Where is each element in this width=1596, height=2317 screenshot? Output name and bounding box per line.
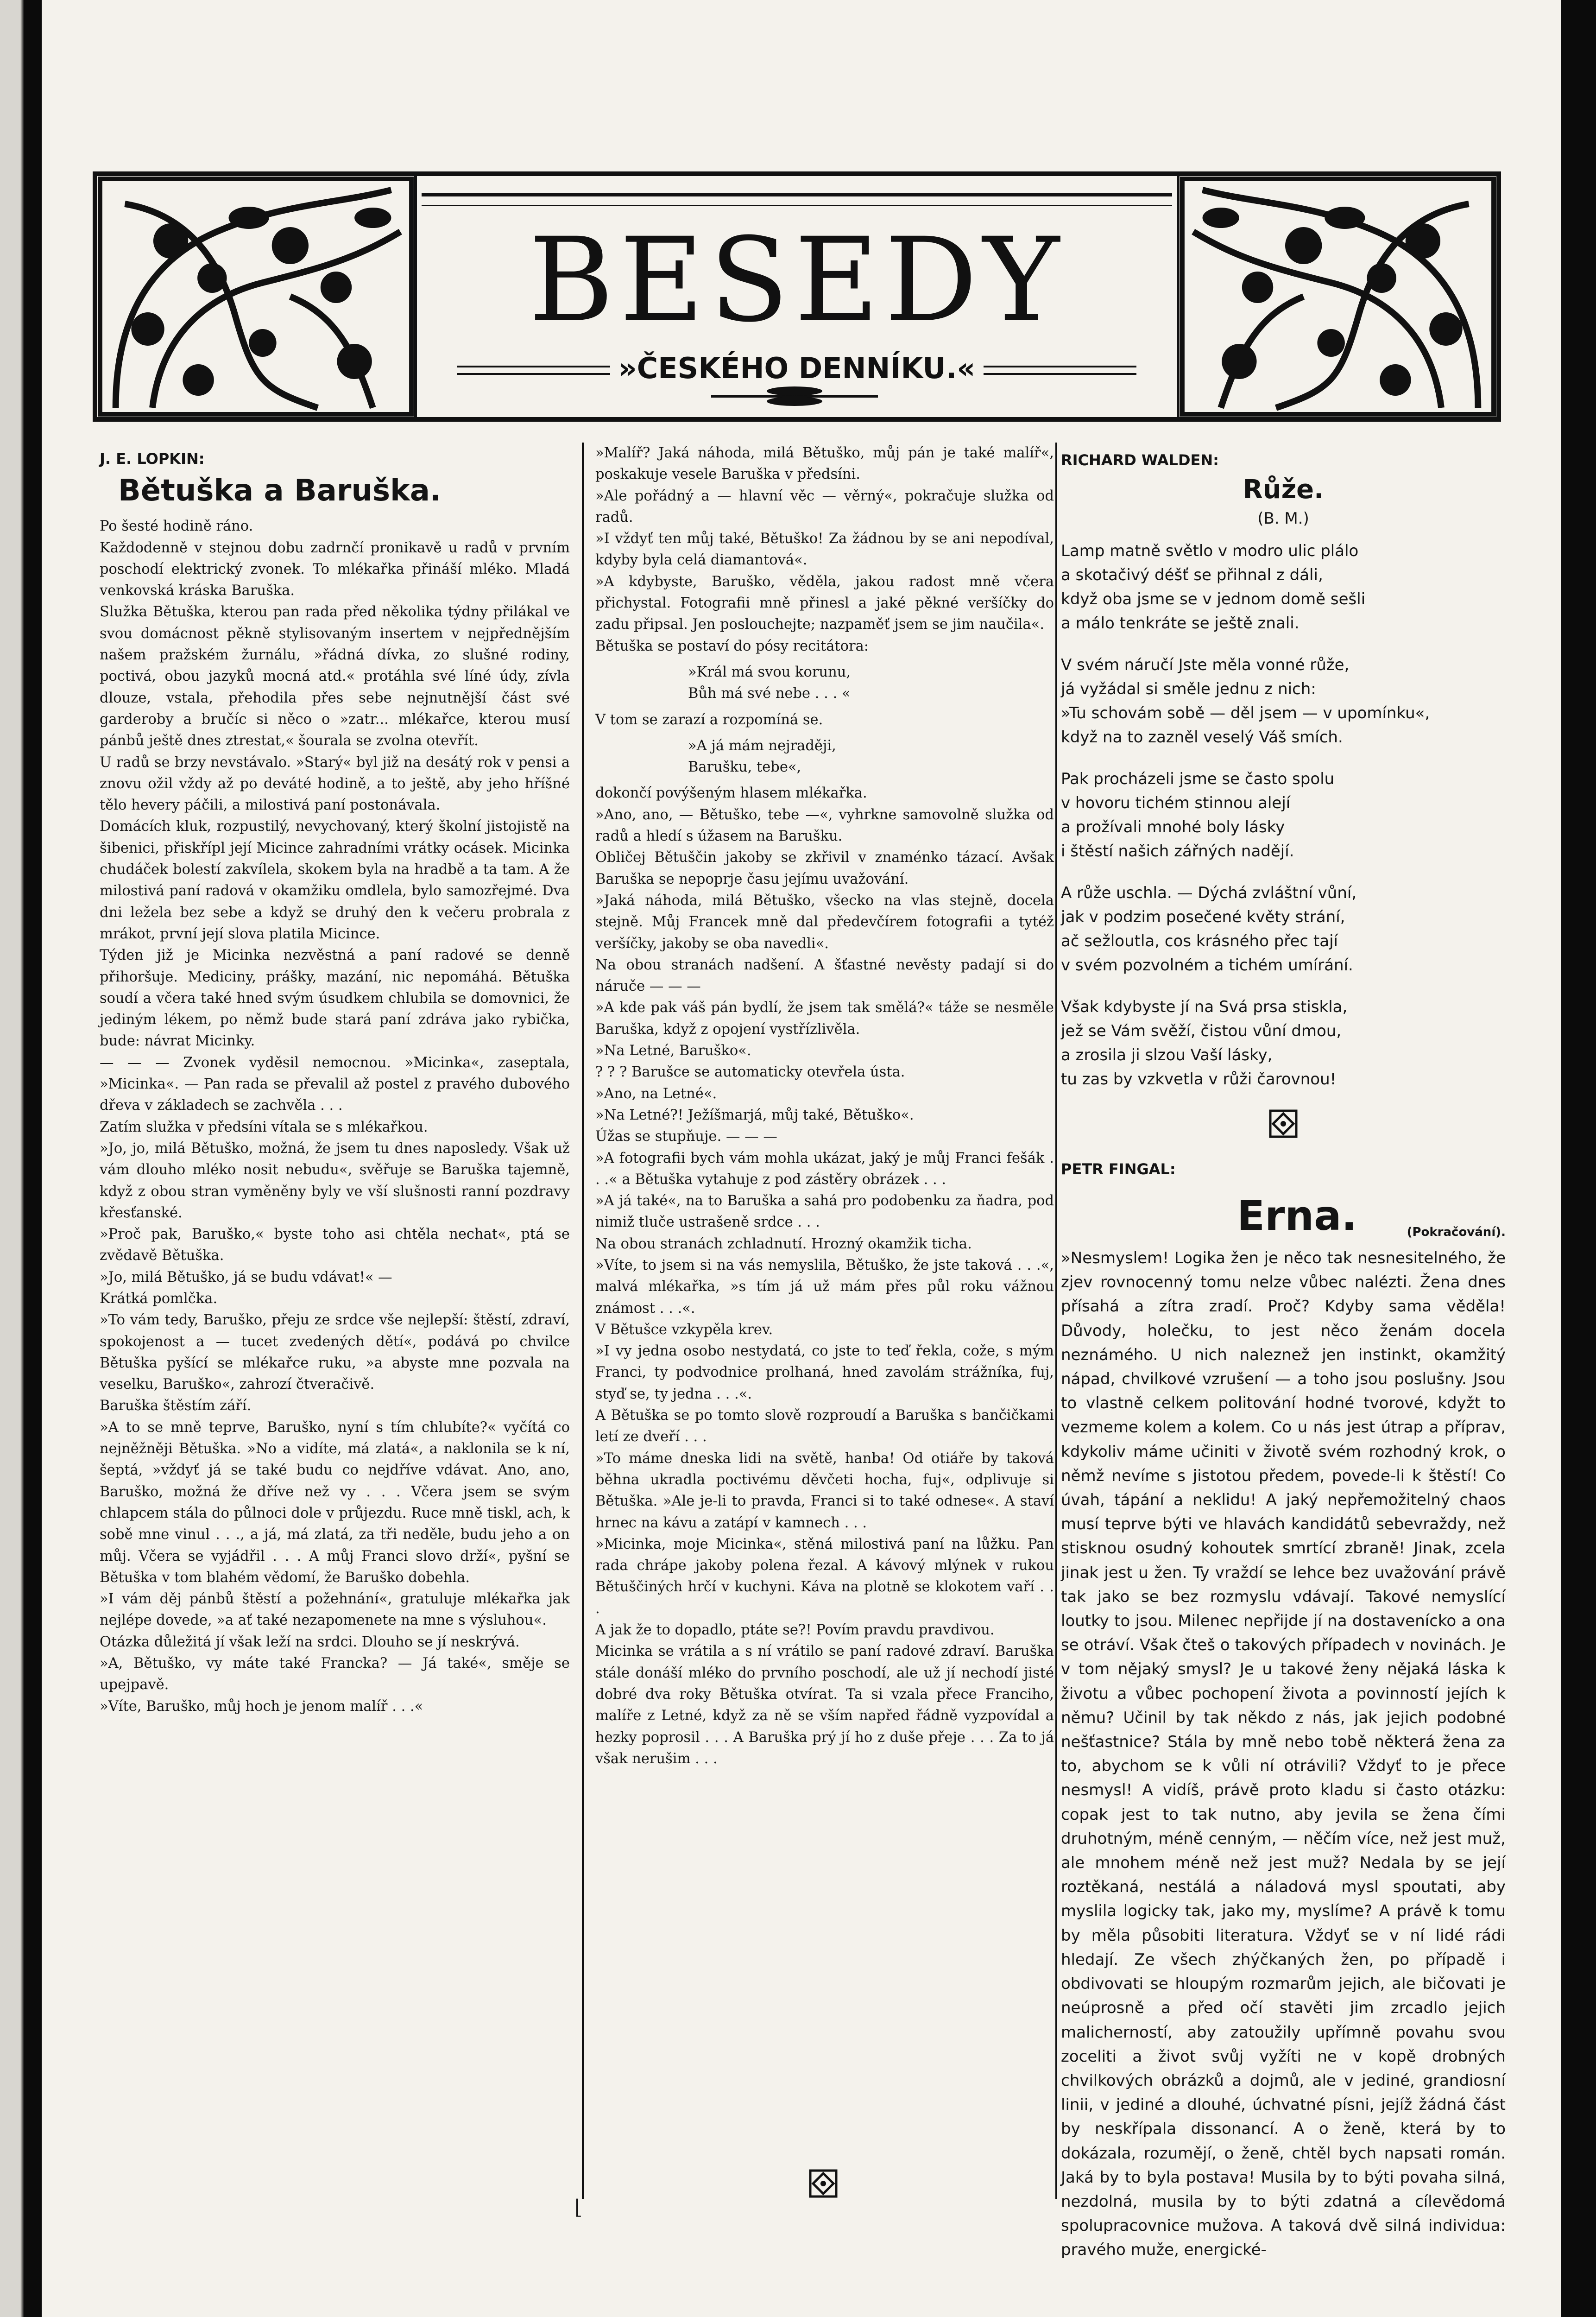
paragraph: Krátká pomlčka. [100,1290,218,1307]
poem-stanza [1061,767,1506,863]
poem-line: jak v podzim posečené květy strání, [1061,908,1345,926]
column-rule [582,443,584,2199]
poem-line: i štěstí našich zářných nadějí. [1061,842,1294,861]
paragraph: »To máme dneska lidi na světě, hanba! Od otiáře by taková běhna ukradla poctivému děvčeti hocha, fuj«, odplivuje si Bětuška. »Ale je-li to pravda, Franci si to také odnese«. A staví hrnec na kávu a zatápí v kamnech . . . [595,1450,1054,1531]
paragraph: »Víte, Baruško, můj hoch je jenom malíř . . .« [100,1698,423,1715]
paragraph: »A já také«, na to Baruška a sahá pro podobenku za ňadra, pod nimiž tluče ustrašeně srdce . . . [595,1193,1054,1231]
poem-line: a skotačivý déšť se přihnal z dáli, [1061,566,1323,584]
paragraph: V Bětušce vzkypěla krev. [595,1321,773,1338]
paragraph: »A, Bětuško, vy máte také Francka? — Já také«, směje se upejpavě. [100,1655,570,1693]
verse-quote [688,662,1054,705]
paragraph: Baruška štěstím září. [100,1398,252,1414]
paragraph: »Micinka, moje Micinka«, stěná milostivá paní na lůžku. Pan rada chrápe jakoby polena řezal. A kávový mlýnek v rukou Bětuščiných hrčí v kuchyni. Káva na plotně se klokotem vaří . . . [595,1536,1054,1617]
paragraph: dokončí povýšeným hlasem mlékařka. [595,785,867,802]
subtitle-rule-left [457,366,610,375]
story-author: PETR FINGAL: [1061,1160,1176,1178]
verse-quote [688,735,1054,779]
paragraph: »A fotografii bych vám mohla ukázat, jaký je můj Franci fešák . . .« a Bětuška vytahuje z pod zástěry obrázek . . . [595,1150,1054,1188]
subtitle-rule-right [984,366,1136,375]
paragraph: »A kde pak váš pán bydlí, že jsem tak smělá?« táže se nesměle Baruška, když z opojení vystřízlivěla. [595,1000,1054,1038]
paragraph: »A to se mně teprve, Baruško, nyní s tím chlubíte?« vyčítá co nejněžněji Bětuška. »No a vidíte, má zlatá«, a naklonila se k ní, šeptá, »vždyť já se také budu co nejdříve vdávat. Ano, ano, Baruško, možná že dříve než vy . . . Včera jsem se svým chlapcem stála do půlnoci dole v průjezdu. Ruce mně tiskl, ach, k sobě mne vinul . . ., a já, má zlatá, za tři neděle, budu jeho a on můj. Včera se vyjádřil . . . A můj Franci slovo drží«, pyšní se Bětuška v tom blahém vědomí, že Baruško dobehla. [100,1419,570,1586]
paragraph: Služka Bětuška, kterou pan rada před několika týdny přilákal ve svou domácnost pěkně stylisovaným insertem v nejpřednějším našem pražském žurnálu, »řádná dívka, zo slušné rodiny, poctivá, obou jazyků mocná atd.« protáhla své líné údy, zívla dlouze, vstala, přehodila přes sebe nejnutnější část své garderoby a bručíc si něco o »zatr... mlékařce, kterou musí pánbů ještě dnes ztrestat,« šourala se zvolna otevřít. [100,604,570,749]
paragraph: »Na Letné, Baruško«. [595,1043,751,1059]
poem-line: když na to zazněl veselý Váš smích. [1061,728,1343,747]
paragraph: Micinka se vrátila a s ní vrátilo se paní radové zdraví. Baruška stále donáší mléko do prvního poschodí, ale už jí nechodí jisté dobré dva roky Bětuška otvírat. Ta si vzala přece Franciho, malíře z Letné, když za ně se vším napřed řádně vyzpovídal a hezky poprosil . . . A Baruška prý jí ho z duše přeje . . . Za to já však nerušim . . . [595,1643,1054,1767]
paragraph: Bětuška se postaví do pósy recitátora: [595,638,869,654]
poem-line: Lamp matně světlo v modro ulic plálo [1061,542,1359,560]
story-title: Erna. [1237,1192,1357,1240]
continued-note: (Pokračování). [1407,1225,1506,1239]
masthead-ornament-left [97,176,417,417]
poem-line: Však kdybyste jí na Svá prsa stiskla, [1061,998,1348,1016]
paragraph: »Nesmyslem! Logika žen je něco tak nesnesitelného, že zjev rovnocenný tomu nelze vůbec nalézti. Žena dnes přísahá a zítra zradí. Proč? Kdyby sama věděla! Důvody, holečku, to jest něco ženám docela neznámého. U nich naleznež jen instinkt, okamžitý nápad, chvilkové vzrušení — a toho jsou poslušny. Jsou to vlastně celkem politování hodné tvorové, kdyžt to vezmeme kolem a kolem. Co u nás jest útrap a příprav, kdykoliv máme učiniti v životě svém rozhodný krok, o němž nevíme s jistotou předem, povede-li k štěstí! Co úvah, tápání a neklidu! A jaký nepřemožitelný chaos musí teprve býti ve hlavách kandidátů sebevraždy, než stisknou osudný kohoutek smrtící zbraně! Jinak, zcela jinak jest u žen. Ty vraždí se lehce bez uvažování právě tak jako se bez rozmyslu vdávají. Takové nemyslící loutky to jsou. Milenec nepřijde jí na dostavenícko a ona se otráví. Však čteš o takových případech v novinách. Je v tom nějaký smysl? Je u takové ženy nějaká láska k životu a vůbec pochopení života a povinností jejích k němu? Učinil by tak někdo z nás, jak jejich podobné nešťastnice? Stála by mně nebo tobě některá žena za to, abychom se k vůli ní otrávili? Vždyť to je přece nesmysl! A vidíš, právě proto kladu si často otázku: copak jest to tak nutno, aby jevila se žena čími druhotným, méně cenným, — něčím více, než jest muž, ale mnohem méně než jest muž? Nedala by se její roztěkaná, nestálá a náladová mysl spoutati, aby myslila logicky tak, jako my, myslíme? A právě k tomu by měla působiti literatura. Vždyť se v ní lidé rádi hledají. Ze všech zhýčkaných žen, po případě i obdivovati se hloupým rozmarům jejich, ale bičovati je neúprosně a před očí stavěti jim zrcadlo jejich malicherností, aby zatoužily upřímně povahu svou zoceliti a život svůj vyžíti ne v kopě drobných chvilkových obrázků a dojmů, ale v jediné, grandiosní linii, v jediné a dlouhé, úchvatné písni, jejíž žádná část by neskřípala dissonancí. A o ženě, která by to dokázala, rozumějí, o ženě, chtěl bych napsati román. Jaká by to byla postava! Musila by to býti povaha silná, nezdolná, musila by to býti zdatná a cílevědomá spolupracovnice mužova. A taková dvě silná individua: pravého muže, energické- [1061,1249,1506,2260]
paragraph: Otázka důležitá jí však leží na srdci. Dlouho se jí neskrývá. [100,1633,520,1650]
column-3 [1061,443,1506,2260]
paragraph: Na obou stranách zchladnutí. Hrozný okamžik ticha. [595,1235,972,1252]
subtitle-text: »ČESKÉHO DENNÍKU.« [618,351,976,385]
paragraph: Úžas se stupňuje. — — — [595,1128,777,1145]
masthead-subtitle [422,351,1172,385]
poem-line: Pak procházeli jsme se často spolu [1061,770,1335,788]
poem-stanza [1061,995,1506,1091]
poem-line: tu zas by vzkvetla v růži čarovnou! [1061,1070,1337,1089]
masthead-ornament-right [1177,176,1496,417]
paragraph: »Jo, milá Bětuško, já se budu vdávat!« — [100,1269,392,1285]
verse-line: »Král má svou korunu, [688,664,851,680]
story-author: J. E. LOPKIN: [100,450,205,468]
paragraph: Zatím služka v předsíni vítala se s mlékařkou. [100,1119,428,1135]
column-rule [1055,443,1057,2199]
poem-stanza [1061,881,1506,977]
poem-dedication: (B. M.) [1257,509,1309,528]
paragraph: Týden již je Micinka nezvěstná a paní radové se denně přihoršuje. Mediciny, prášky, mazání, nic nepomáhá. Bětuška soudí a včera také hned svým úsudkem chlubila se domovnici, že jediným lékem, po němž bude stará paní zdráva jako rybička, bude: návrat Micinky. [100,947,570,1050]
paragraph: »I vy jedna osobo nestydatá, co jste to teď řekla, cože, s mým Franci, ty podvodnice prolhaná, hned zavolám strážníka, fuj, styď se, ty jedna . . .«. [595,1343,1054,1402]
paragraph: »To vám tedy, Baruško, přeju ze srdce vše nejlepší: štěstí, zdraví, spokojenost a — tucet zvedených dětí«, podává po chvilce Bětuška pyšící se mlékařce ruku, »a abyste mne pozvala na veselku, Baruško«, zahrozí čtveračivě. [100,1312,570,1393]
paragraph: Na obou stranách nadšení. A šťastné nevěsty padají si do náruče — — — [595,956,1054,995]
paragraph: A Bětuška se po tomto slově rozproudí a Baruška s bančičkami letí ze dveří . . . [595,1407,1054,1445]
column-1 [100,443,570,2227]
section-separator-icon [808,2169,838,2198]
paragraph: Každodenně v stejnou dobu zadrnčí pronikavě u radů v prvním poschodí elektrický zvonek. To mlékařka přináší mléko. Mladá venkovská kráska Baruška. [100,539,570,599]
paragraph: Domácích kluk, rozpustilý, nevychovaný, který školní jistojistě na šibenici, přiskřípl její Micince zahradními vrátky ocásek. Micinka chudáček bolestí zakvílela, skokem byla na hradbě a ta tam. A že milostivá paní radová v okamžiku omdlela, bylo samozřejmé. Dva dni ležela bez sebe a když se druhý den k večeru probrala z mrákot, první její slova platila Micince. [100,818,570,942]
poem-line: ač sežloutla, cos krásného přec tají [1061,932,1338,950]
poem-stanza [1061,653,1506,749]
paragraph: »Jo, jo, milá Bětuško, možná, že jsem tu dnes naposledy. Však už vám dlouho mléko nosit nebudu«, svěřuje se Baruška tajemně, když z obou stran vyměněny byly ve vší slušnosti ranní pozdravy křesťanské. [100,1140,570,1221]
paragraph: »Ano, ano, — Bětuško, tebe —«, vyhrkne samovolně služka od radů a hledí s úžasem na Barušku. [595,806,1054,845]
paragraph: »A kdybyste, Baruško, věděla, jakou radost mně včera přichystal. Fotografii mně přinesl a jaké pěkné veršíčky do zadu připsal. Jen poslouchejte; nazpaměť jsem se jim naučila«. [595,573,1054,633]
paragraph: »Proč pak, Baruško,« byste toho asi chtěla nechat«, ptá se zvědavě Bětuška. [100,1226,570,1264]
paragraph: »Víte, to jsem si na vás nemyslila, Bětuško, že jste taková . . .«, malvá mlékařka, »s tím já už mám přes půl roku vážnou známost . . .«. [595,1257,1054,1317]
paragraph: V tom se zarazí a rozpomíná se. [595,711,823,728]
poem-title: Růže. [1243,475,1324,505]
poem-line: a prožívali mnohé boly lásky [1061,818,1285,836]
verse-line: Barušku, tebe«, [688,759,801,776]
paragraph: ? ? ? Barušce se automaticky otevřela ústa. [595,1064,905,1081]
paragraph: »Malíř? Jaká náhoda, milá Bětuško, můj pán je také malíř«, poskakuje vesele Baruška v předsíni. [595,445,1054,483]
section-separator-icon [1268,1109,1298,1139]
column-2 [595,443,1054,2227]
poem-line: když oba jsme se v jednom domě sešli [1061,590,1366,608]
poem-line: v hovoru tichém stinnou alejí [1061,794,1291,812]
paragraph: A jak že to dopadlo, ptáte se?! Povím pravdu pravdivou. [595,1622,995,1639]
paragraph: Po šesté hodině ráno. [100,518,253,535]
poem-line: A růže uschla. — Dýchá zvláštní vůní, [1061,884,1357,902]
story-heading [1061,1190,1506,1246]
poem-line: a zrosila ji slzou Vaší lásky, [1061,1046,1273,1064]
poem-stanza [1061,539,1506,635]
masthead-top-rule [422,193,1172,206]
poem-line: a málo tenkráte se ještě znali. [1061,614,1300,633]
paragraph: »Jaká náhoda, milá Bětuško, všecko na vlas stejně, docela stejně. Můj Francek mně dal předevčírem fotografii a tytéž veršíčky, jakoby se oba navedli«. [595,892,1054,952]
poem-author: RICHARD WALDEN: [1061,451,1219,469]
paragraph: »Na Letné?! Ježíšmarjá, můj také, Bětuško«. [595,1107,914,1123]
story-title: Bětuška a Baruška. [118,474,442,508]
previous-page-edge [0,0,42,2317]
poem-line: já vyžádal si směle jednu z nich: [1061,680,1316,698]
end-mark: ⌊ [574,2196,583,2219]
masthead [93,171,1501,422]
verse-line: Bůh má své nebe . . . « [688,685,851,702]
paragraph: »Ale pořádný a — hlavní věc — věrný«, pokračuje služka od radů. [595,487,1054,525]
paragraph: Obličej Bětuščin jakoby se zkřivil v znaménko tázací. Avšak Baruška se nepoprje času jejímu uvažování. [595,849,1054,887]
poem-line: jež se Vám svěží, čistou vůní dmou, [1061,1022,1342,1040]
verse-line: »A já mám nejraději, [688,737,836,754]
paragraph: »I vám děj pánbů štěstí a požehnání«, gratuluje mlékařka jak nejlépe dovede, »a ať také nezapomenete na mne s výsluhou«. [100,1591,570,1629]
paragraph: »Ano, na Letné«. [595,1085,717,1102]
paragraph: U radů se brzy nevstávalo. »Starý« byl již na desátý rok v pensi a znovu ožil vždy až po deváté hodině, a to ještě, aby jeho hříšné tělo hevery páčili, a milostivá paní postonávala. [100,754,570,814]
poem-line: v svém pozvolném a tichém umírání. [1061,956,1353,975]
paragraph: »I vždyť ten můj také, Bětuško! Za žádnou by se ani nepodíval, kdyby byla celá diamantová«. [595,531,1054,569]
poem-line: V svém náručí Jste měla vonné růže, [1061,656,1350,674]
masthead-bottom-ornament [711,385,878,408]
paragraph: — — — Zvonek vyděsil nemocnou. »Micinka«, zaseptala, »Micinka«. — Pan rada se převalil až postel z pravého dubového dřeva v základech se zachvěla . . . [100,1054,570,1114]
masthead-title: BESEDY [529,213,1065,348]
poem-line: »Tu schovám sobě — děl jsem — v upomínku«, [1061,704,1430,722]
